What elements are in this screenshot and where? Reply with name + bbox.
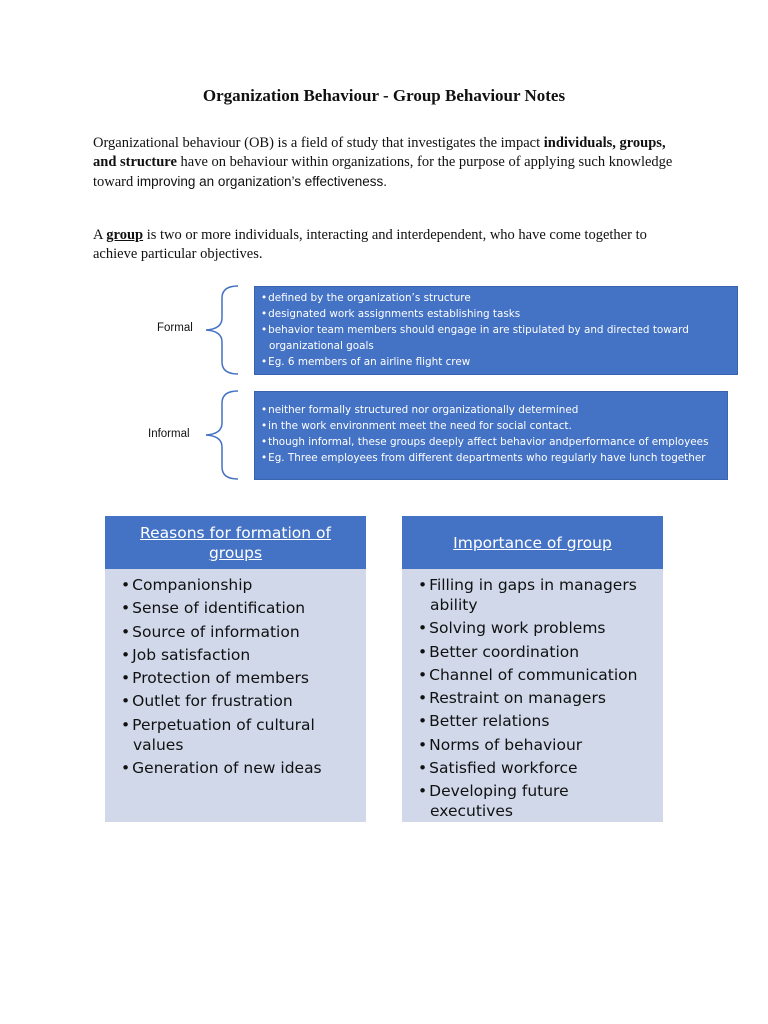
reasons-heading-text: Reasons for formation of groups	[140, 523, 331, 562]
importance-list	[402, 569, 663, 821]
list-item: • Source of information	[115, 622, 358, 642]
informal-item: • though informal, these groups deeply affect behavior andperformance of employees	[259, 434, 723, 450]
formal-label: Formal	[157, 322, 193, 334]
list-item: • Solving work problems	[412, 618, 655, 638]
list-item: • Sense of identification	[115, 598, 358, 618]
intro-bold-text: individuals, groups, and structure	[93, 135, 666, 170]
list-item: • Better relations	[412, 711, 655, 731]
informal-box	[254, 391, 728, 480]
group-term: group	[106, 227, 144, 243]
formal-item: • Eg. 6 members of an airline flight crew	[259, 354, 733, 370]
formal-item: • defined by the organization’s structure	[259, 290, 733, 306]
list-item: • Generation of new ideas	[115, 758, 358, 778]
group-definition	[93, 226, 683, 264]
informal-label: Informal	[148, 428, 190, 440]
group-def-prefix: A	[93, 227, 107, 243]
list-item: • Channel of communication	[412, 665, 655, 685]
reasons-list	[105, 569, 366, 778]
intro-text-2: have on behaviour within organizations, for the purpose of applying such knowledge toward	[93, 154, 673, 190]
informal-item: • in the work environment meet the need for social contact.	[259, 418, 723, 434]
importance-heading	[402, 516, 663, 569]
intro-text-1: Organizational behaviour (OB) is a field of study that investigates the impact	[93, 135, 544, 151]
list-item: • Job satisfaction	[115, 645, 358, 665]
list-item: • Restraint on managers	[412, 688, 655, 708]
formal-item: • designated work assignments establishing tasks	[259, 306, 733, 322]
formal-item: • behavior team members should engage in are stipulated by and directed toward organizational goals	[259, 322, 733, 354]
list-item: • Norms of behaviour	[412, 735, 655, 755]
informal-brace	[202, 389, 242, 481]
reasons-heading	[105, 516, 366, 569]
intro-text-3: improving an organization’s effectiveness.	[136, 174, 388, 189]
formal-box	[254, 286, 738, 375]
list-item: • Better coordination	[412, 642, 655, 662]
intro-paragraph	[93, 134, 683, 192]
importance-panel	[402, 516, 663, 822]
list-item: • Outlet for frustration	[115, 691, 358, 711]
list-item: • Companionship	[115, 575, 358, 595]
list-item: • Satisfied workforce	[412, 758, 655, 778]
list-item: • Developing future executives	[412, 781, 655, 821]
list-item: • Protection of members	[115, 668, 358, 688]
group-def-rest: is two or more individuals, interacting and interdependent, who have come together to achieve particular objectives.	[93, 227, 647, 262]
informal-item: • neither formally structured nor organizationally determined	[259, 402, 723, 418]
reasons-panel	[105, 516, 366, 822]
list-item: • Perpetuation of cultural values	[115, 715, 333, 755]
list-item: • Filling in gaps in managers ability	[412, 575, 645, 615]
informal-item: • Eg. Three employees from different departments who regularly have lunch together	[259, 450, 723, 466]
page-title: Organization Behaviour - Group Behaviour Notes	[202, 86, 566, 105]
formal-brace	[202, 284, 242, 376]
importance-heading-text: Importance of group	[453, 533, 612, 552]
